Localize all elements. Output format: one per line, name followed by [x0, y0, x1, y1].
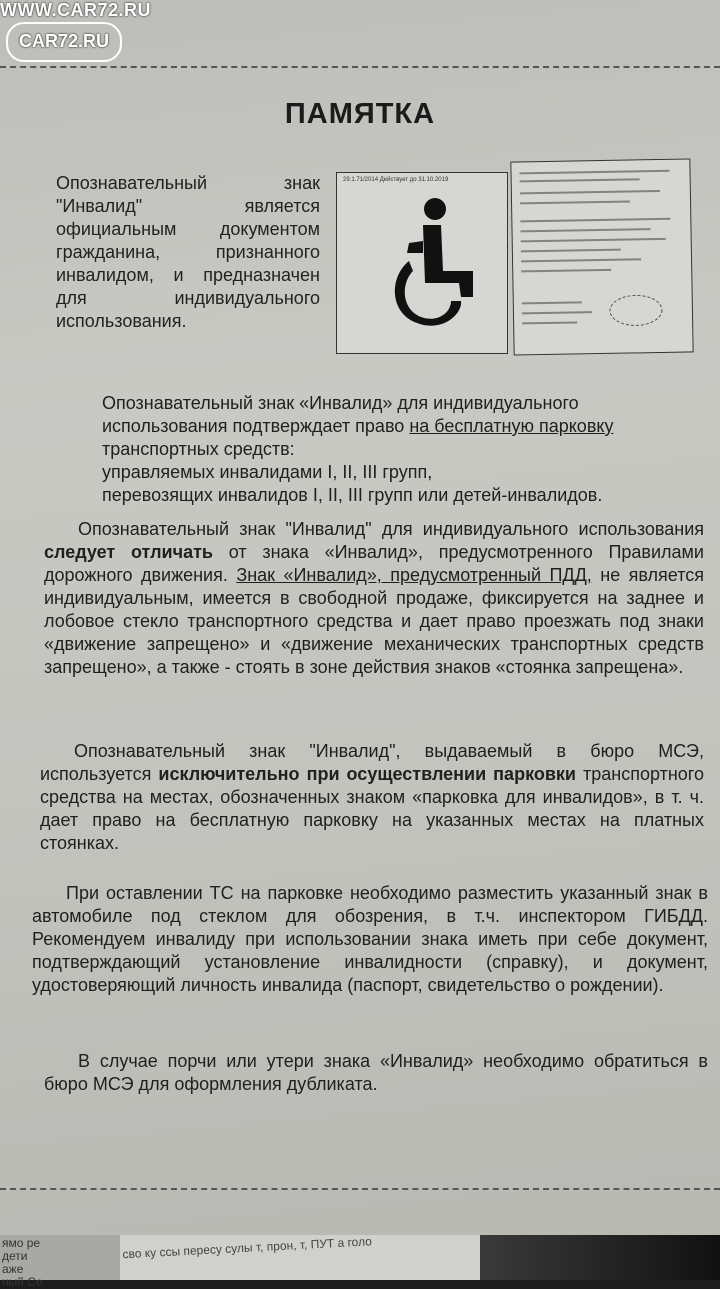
page-title: ПАМЯТКА [284, 98, 436, 130]
stamp-icon [606, 290, 667, 331]
sign-card-caption: 29.1.71/2014 Действует до 31.10.2019 [343, 177, 449, 183]
top-perforation [0, 66, 720, 68]
list-item: перевозящих инвалидов I, II, III групп или детей-инвалидов. [102, 485, 603, 505]
distinction-text-3: не является индивидуальным, имеется в свободной продаже, фиксируется на заднее и лобовое стекло транспортного средства и дает право проезжать под знаки «движение запрещено» и «движение механических транспортных средств запрещено», а также - стоять в зоне действия знаков «стоянка запрещена». [44, 565, 705, 677]
watermark-url: WWW.CAR72.RU [0, 0, 151, 20]
newspaper-photo [480, 1235, 720, 1280]
distinction-text: Опознавательный знак "Инвалид" для индивидуального использования [78, 519, 704, 539]
mse-bold: исключительно при осуществлении парковки [158, 764, 576, 784]
free-parking-underlined: на бесплатную парковку [409, 416, 614, 436]
bottom-perforation [0, 1188, 720, 1190]
duplicate-paragraph: В случае порчи или утери знака «Инвалид» необходимо обратиться в бюро МСЭ для оформления дубликата. [44, 1051, 708, 1094]
background-newspaper [0, 1234, 720, 1289]
pdd-sign-underlined: Знак «Инвалид», предусмотренный ПДД, [236, 565, 592, 585]
wheelchair-icon [337, 173, 507, 353]
distinction-text-2: от знака «Инвалид», предусмотренного Правилами дорожного движения. [44, 542, 704, 585]
disabled-sign-card [336, 172, 508, 354]
parking-right-text: Опознавательный знак «Инвалид» для индивидуального использования подтверждает право [102, 393, 579, 436]
mse-text-2: транспортного средства на местах, обозначенных знаком «парковка для инвалидов», в т. ч. дает право на бесплатную парковку на указанных местах на платных стоянках. [40, 764, 704, 853]
certificate-card [510, 158, 693, 355]
list-item: управляемых инвалидами I, II, III групп, [102, 462, 433, 482]
distinction-paragraph [44, 518, 704, 679]
display-sign-paragraph: При оставлении ТС на парковке необходимо разместить указанный знак в автомобиле под стеклом для обозрения, в т.ч. инспектором ГИБДД. Рекомендуем инвалиду при использовании знака иметь при себе документ, подтверждающий установление инвалидности (справку), и документ, удостоверяющий личность инвалида (паспорт, свидетельство о рождении). [32, 883, 708, 995]
newspaper-mid-fragment: сво ку ссы пересу сулы т, прон, т, ПУТ а голо [122, 1234, 373, 1262]
mse-sign-paragraph [40, 740, 704, 855]
mse-text: Опознавательный знак "Инвалид", выдаваемый в бюро МСЭ, используется [40, 741, 704, 784]
distinction-bold: следует отличать [44, 542, 213, 562]
intro-paragraph: Опознавательный знак "Инвалид" является официальным документом гражданина, признанного инвалидом, и предназначен для индивидуального использования. [56, 173, 320, 331]
parking-right-text-tail: транспортных средств: [102, 439, 295, 459]
newspaper-left-fragment: ямо ре дети аже ный Се [0, 1235, 120, 1280]
car72-logo: CAR72.RU [6, 22, 122, 62]
parking-right-paragraph [48, 392, 706, 507]
